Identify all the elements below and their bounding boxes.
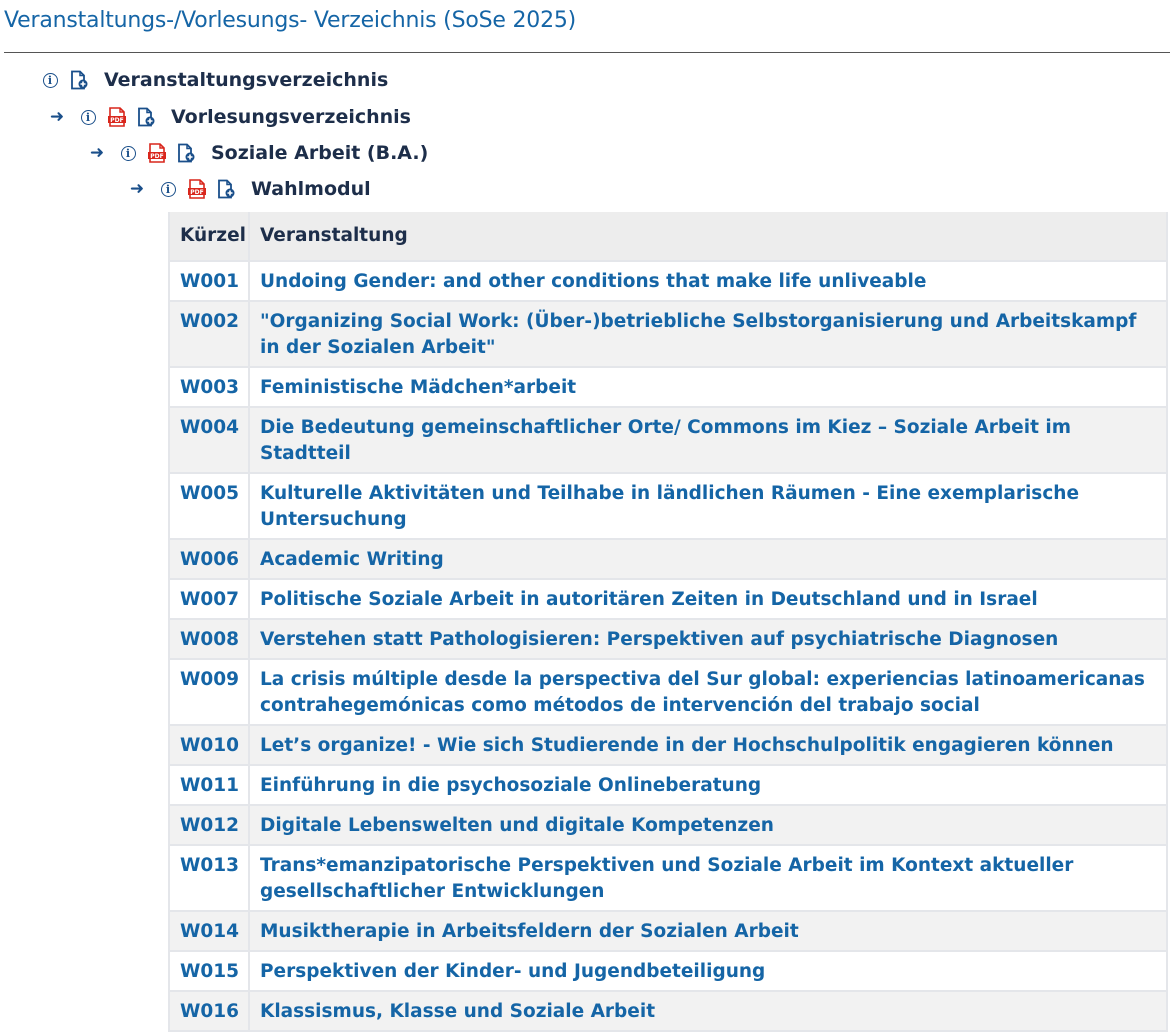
pdf-icon[interactable] <box>187 178 207 200</box>
tree-item[interactable] <box>48 104 411 130</box>
info-glyph: i <box>43 73 58 88</box>
course-code: W001 <box>169 261 249 301</box>
info-glyph: i <box>81 110 96 125</box>
arrow-right-icon: ➜ <box>49 107 65 127</box>
course-code: W013 <box>169 845 249 911</box>
course-code: W014 <box>169 911 249 951</box>
course-title-link[interactable]: Let’s organize! - Wie sich Studierende in der Hochschulpolitik engagieren können <box>260 735 1114 756</box>
course-title-link[interactable]: Academic Writing <box>260 549 444 570</box>
course-title-link[interactable]: La crisis múltiple desde la perspectiva del Sur global: experiencias latinoamericanas contrahegemónicas como métodos de intervención del trabajo social <box>260 669 1145 716</box>
pdf-label: PDF <box>150 153 164 160</box>
table-row <box>169 261 1167 301</box>
course-code: W004 <box>169 407 249 473</box>
course-title-link[interactable]: Feministische Mädchen*arbeit <box>260 377 577 398</box>
column-header-title[interactable]: Veranstaltung <box>249 212 1167 261</box>
table-row <box>169 407 1167 473</box>
table-row <box>169 845 1167 911</box>
course-table <box>168 212 1168 1032</box>
pdf-label: PDF <box>110 117 124 124</box>
info-icon[interactable] <box>118 142 138 164</box>
course-code: W006 <box>169 539 249 579</box>
arrow-right-icon: ➜ <box>89 143 105 163</box>
table-row <box>169 619 1167 659</box>
pdf-label: PDF <box>190 189 204 196</box>
course-title-link[interactable]: Digitale Lebenswelten und digitale Kompetenzen <box>260 815 774 836</box>
add-document-icon[interactable] <box>69 69 89 91</box>
course-title-cell <box>249 951 1167 991</box>
table-row <box>169 805 1167 845</box>
tree-item[interactable] <box>40 67 388 93</box>
course-title-link[interactable]: Undoing Gender: and other conditions that make life unliveable <box>260 271 927 292</box>
table-row <box>169 765 1167 805</box>
course-title-link[interactable]: Die Bedeutung gemeinschaftlicher Orte/ Commons im Kiez – Soziale Arbeit im Stadtteil <box>260 417 1071 464</box>
course-title-cell <box>249 367 1167 407</box>
course-code: W005 <box>169 473 249 539</box>
table-row <box>169 991 1167 1031</box>
pdf-icon[interactable] <box>107 106 127 128</box>
course-code: W009 <box>169 659 249 725</box>
tree-item[interactable] <box>88 140 428 166</box>
table-header-row <box>169 212 1167 261</box>
table-row <box>169 473 1167 539</box>
course-title-link[interactable]: Trans*emanzipatorische Perspektiven und Soziale Arbeit im Kontext aktueller gesellschaftlicher Entwicklungen <box>260 855 1074 902</box>
table-row <box>169 579 1167 619</box>
title-divider <box>4 52 1170 53</box>
course-title-cell <box>249 261 1167 301</box>
add-document-icon[interactable] <box>216 178 236 200</box>
course-code: W007 <box>169 579 249 619</box>
course-title-cell <box>249 911 1167 951</box>
course-title-cell <box>249 539 1167 579</box>
info-glyph: i <box>161 182 176 197</box>
course-code: W011 <box>169 765 249 805</box>
course-title-cell <box>249 473 1167 539</box>
course-title-link[interactable]: Klassismus, Klasse und Soziale Arbeit <box>260 1001 656 1022</box>
course-title-link[interactable]: Perspektiven der Kinder- und Jugendbeteiligung <box>260 961 766 982</box>
arrow-right-icon: ➜ <box>129 179 145 199</box>
add-document-icon[interactable] <box>136 106 156 128</box>
table-row <box>169 951 1167 991</box>
course-title-link[interactable]: Musiktherapie in Arbeitsfeldern der Sozialen Arbeit <box>260 921 799 942</box>
course-title-cell <box>249 659 1167 725</box>
table-row <box>169 367 1167 407</box>
course-title-cell <box>249 725 1167 765</box>
table-row <box>169 659 1167 725</box>
course-title-link[interactable]: Einführung in die psychosoziale Onlineberatung <box>260 775 762 796</box>
table-row <box>169 301 1167 367</box>
column-header-code[interactable]: Kürzel <box>169 212 249 261</box>
tree-item-label[interactable]: Wahlmodul <box>251 178 371 200</box>
course-title-link[interactable]: Verstehen statt Pathologisieren: Perspektiven auf psychiatrische Diagnosen <box>260 629 1059 650</box>
course-title-link[interactable]: Kulturelle Aktivitäten und Teilhabe in ländlichen Räumen - Eine exemplarische Untersuchung <box>260 483 1080 530</box>
course-code: W003 <box>169 367 249 407</box>
course-title-cell <box>249 845 1167 911</box>
course-code: W008 <box>169 619 249 659</box>
table-row <box>169 725 1167 765</box>
info-icon[interactable] <box>78 106 98 128</box>
tree-item-label[interactable]: Veranstaltungsverzeichnis <box>104 69 389 91</box>
table-row <box>169 911 1167 951</box>
course-title-cell <box>249 301 1167 367</box>
course-code: W016 <box>169 991 249 1031</box>
info-glyph: i <box>121 146 136 161</box>
course-title-cell <box>249 765 1167 805</box>
add-document-icon[interactable] <box>176 142 196 164</box>
info-icon[interactable] <box>40 69 60 91</box>
course-title-cell <box>249 407 1167 473</box>
pdf-icon[interactable] <box>147 142 167 164</box>
course-code: W012 <box>169 805 249 845</box>
course-title-cell <box>249 619 1167 659</box>
page-title: Veranstaltungs-/Vorlesungs- Verzeichnis (SoSe 2025) <box>4 8 577 33</box>
course-title-link[interactable]: "Organizing Social Work: (Über-)betriebliche Selbstorganisierung und Arbeitskampf in der Sozialen Arbeit" <box>260 311 1137 358</box>
course-title-cell <box>249 805 1167 845</box>
course-title-cell <box>249 991 1167 1031</box>
tree-item-label[interactable]: Soziale Arbeit (B.A.) <box>211 142 429 164</box>
info-icon[interactable] <box>158 178 178 200</box>
tree-item[interactable] <box>128 176 371 202</box>
course-code: W015 <box>169 951 249 991</box>
course-code: W002 <box>169 301 249 367</box>
course-title-cell <box>249 579 1167 619</box>
table-row <box>169 539 1167 579</box>
tree-item-label[interactable]: Vorlesungsverzeichnis <box>171 106 411 128</box>
course-code: W010 <box>169 725 249 765</box>
course-title-link[interactable]: Politische Soziale Arbeit in autoritären Zeiten in Deutschland und in Israel <box>260 589 1038 610</box>
